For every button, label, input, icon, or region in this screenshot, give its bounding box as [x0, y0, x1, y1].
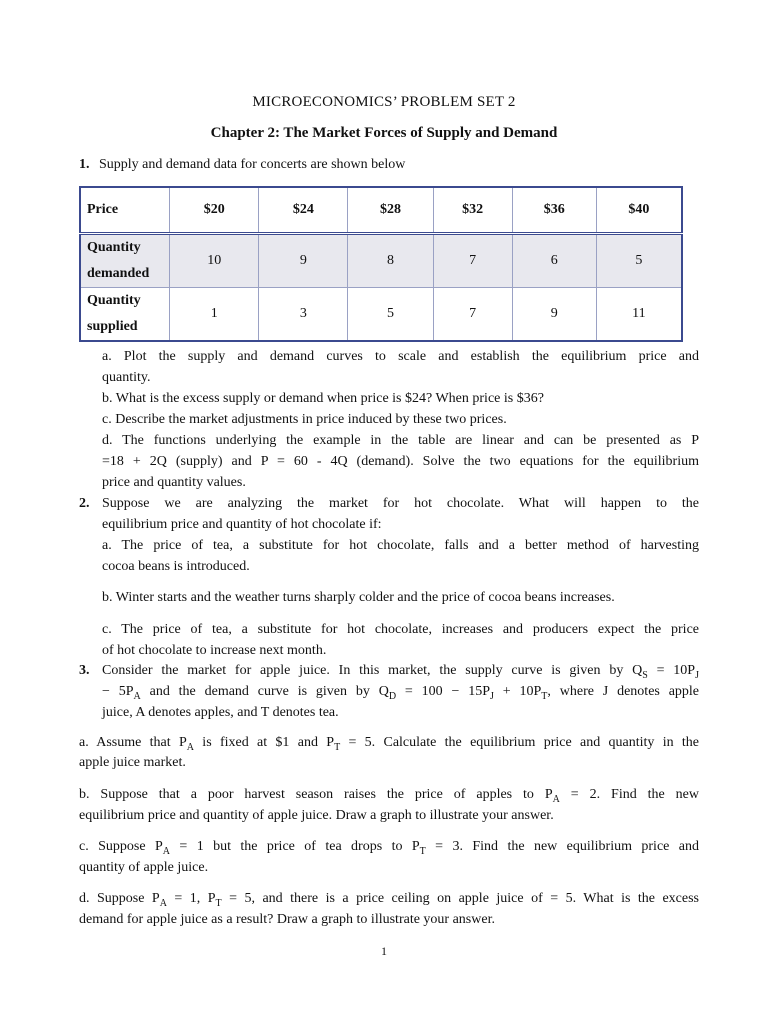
table-cell: 1 — [170, 288, 259, 342]
q1-part-a-line2: quantity. — [102, 370, 151, 385]
table-header-cell: $24 — [259, 187, 348, 234]
q3-part-a-line2: apple juice market. — [79, 755, 186, 770]
table-header-cell: $32 — [433, 187, 512, 234]
q2-part-c-line1: c. The price of tea, a substitute for hot chocolate, increases and producers expect the price — [102, 622, 699, 637]
table-header-cell: $28 — [348, 187, 433, 234]
page-title: MICROECONOMICS’ PROBLEM SET 2 — [252, 94, 516, 110]
q2-intro-line2: equilibrium price and quantity of hot chocolate if: — [102, 517, 382, 532]
q3-intro-line3: juice, A denotes apples, and T denotes tea. — [102, 705, 339, 720]
table-cell: 3 — [259, 288, 348, 342]
q3-intro-line2: − $5P_A$ and the demand curve is given by $Q_D = 100 - 15P_J + 10P_T$, where J denotes apple — [102, 684, 700, 702]
row-label: Quantity demanded — [80, 234, 170, 288]
q1-intro: Supply and demand data for concerts are shown below — [99, 157, 406, 172]
q3-number: 3. — [79, 663, 90, 678]
table-row — [80, 288, 682, 342]
q3-part-a-line1: a. Assume that $P_A$ is fixed at $1 and $P_T = 5$. Calculate the equilibrium price and quantity in the — [79, 735, 699, 753]
table-cell: 7 — [433, 288, 512, 342]
table-header-cell: $36 — [512, 187, 596, 234]
q2-part-a-line2: cocoa beans is introduced. — [102, 559, 250, 574]
q1-part-b: b. What is the excess supply or demand when price is $24? When price is $36? — [102, 391, 544, 406]
table-cell: 6 — [512, 234, 596, 288]
q1-part-d-line1: d. The functions underlying the example in the table are linear and can be presented as P — [102, 433, 699, 448]
table-header-row — [80, 187, 682, 234]
table-cell: 7 — [433, 234, 512, 288]
q1-part-d-line2: =18 + 2Q (supply) and P = 60 - 4Q (demand). Solve the two equations for the equilibrium — [102, 454, 699, 469]
q3-part-b-line2: equilibrium price and quantity of apple juice. Draw a graph to illustrate your answer. — [79, 808, 554, 823]
table-header-cell: $20 — [170, 187, 259, 234]
table-header-cell: $40 — [596, 187, 682, 234]
q1-part-d-line3: price and quantity values. — [102, 475, 246, 490]
q2-part-b: b. Winter starts and the weather turns sharply colder and the price of cocoa beans increases. — [102, 590, 615, 605]
table-cell: 5 — [596, 234, 682, 288]
q2-part-a-line1: a. The price of tea, a substitute for hot chocolate, falls and a better method of harvesting — [102, 538, 699, 553]
q1-part-a-line1: a. Plot the supply and demand curves to scale and establish the equilibrium price and — [102, 349, 699, 364]
q3-part-d-line2: demand for apple juice as a result? Draw a graph to illustrate your answer. — [79, 912, 495, 927]
table-cell: 11 — [596, 288, 682, 342]
chapter-heading: Chapter 2: The Market Forces of Supply and Demand — [210, 125, 558, 141]
q3-intro-line1: Consider the market for apple juice. In this market, the supply curve is given by $Q_S = 10P_J$ — [102, 663, 700, 681]
row-label: Quantity supplied — [80, 288, 170, 342]
table-header-cell: Price — [80, 187, 170, 234]
q1-part-c: c. Describe the market adjustments in price induced by these two prices. — [102, 412, 507, 427]
table-cell: 10 — [170, 234, 259, 288]
table-cell: 5 — [348, 288, 433, 342]
q2-intro-line1: Suppose we are analyzing the market for hot chocolate. What will happen to the — [102, 496, 699, 511]
supply-demand-table — [79, 186, 683, 342]
table-row — [80, 234, 682, 288]
table-cell: 9 — [259, 234, 348, 288]
q1-header — [79, 157, 405, 173]
table-cell: 8 — [348, 234, 433, 288]
q2-part-c-line2: of hot chocolate to increase next month. — [102, 643, 327, 658]
q1-number: 1. — [79, 157, 90, 172]
q3-part-d-line1: d. Suppose $P_A = 1$, $P_T = 5$, and there is a price ceiling on apple juice of = 5. What is the excess — [79, 891, 700, 909]
page-number: 1 — [381, 944, 387, 958]
q3-part-b-line1: b. Suppose that a poor harvest season raises the price of apples to $P_A = 2$. Find the new — [79, 787, 699, 805]
q2-number: 2. — [79, 496, 90, 511]
table-cell: 9 — [512, 288, 596, 342]
q3-part-c-line2: quantity of apple juice. — [79, 860, 209, 875]
q3-part-c-line1: c. Suppose $P_A = 1$ but the price of tea drops to $P_T = 3$. Find the new equilibrium price and — [79, 839, 699, 857]
